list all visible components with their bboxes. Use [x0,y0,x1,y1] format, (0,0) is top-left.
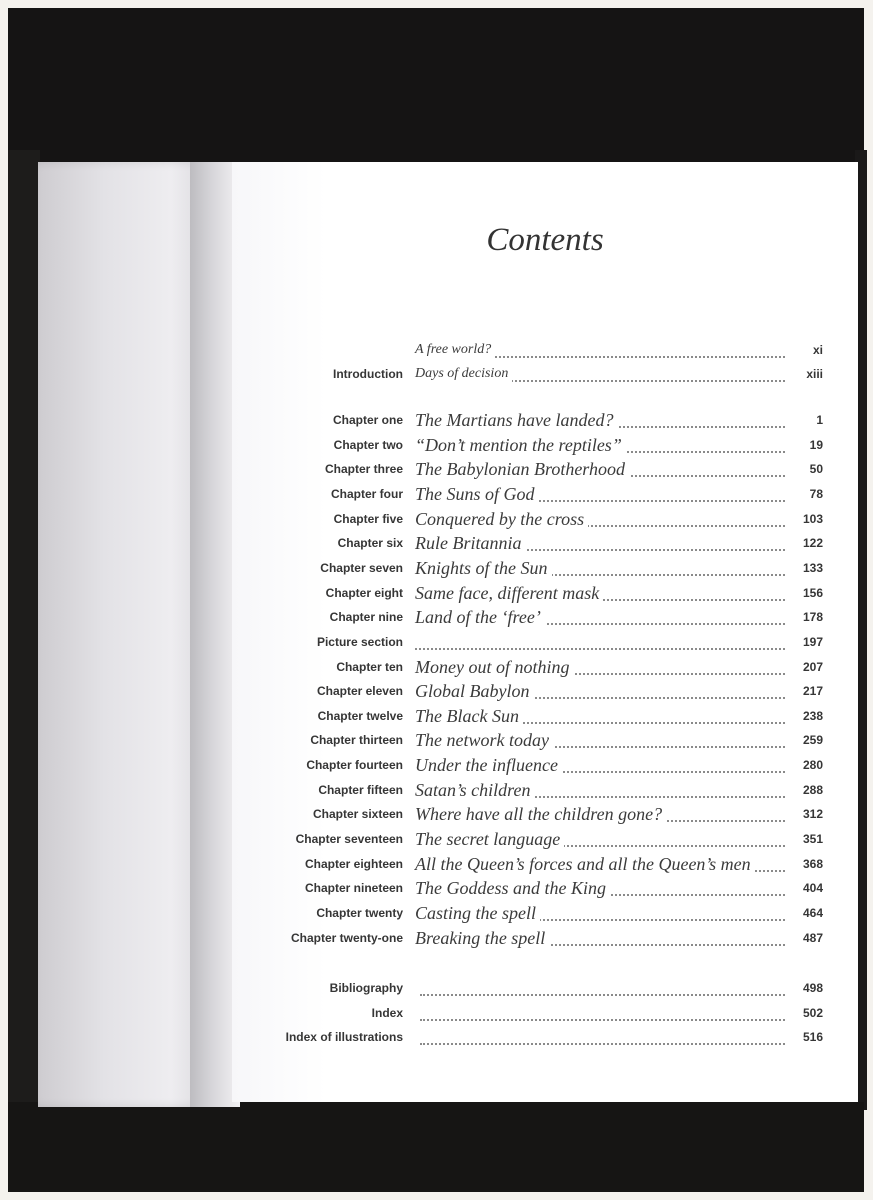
toc-entry-page: 516 [802,1030,823,1044]
toc-entry-title: Conquered by the cross [415,509,588,530]
toc-entry-page: 217 [802,684,823,699]
toc-entry-label: Chapter two [333,437,403,452]
toc-entry-title: Knights of the Sun [415,558,552,579]
toc-entry-page: 238 [802,708,823,723]
toc-entry-page: xi [812,343,823,357]
toc-entry [0,509,873,531]
toc-entry-label: Chapter seven [320,560,403,575]
toc-entry-label: Chapter eight [325,585,403,600]
toc-entry-page: 197 [802,634,823,649]
toc-entry-page: 404 [802,881,823,896]
toc-entry-label: Chapter nine [329,610,403,625]
toc-entry-page: 368 [802,856,823,871]
toc-entry [0,657,873,679]
toc-entry-title: Land of the ‘free’ [415,607,545,628]
toc-entry-label: Chapter sixteen [312,807,403,822]
toc-entry-title: The Martians have landed? [415,410,617,431]
toc-entry-page: 502 [802,1005,823,1020]
toc-entry [0,978,873,1000]
toc-entry-label: Bibliography [329,981,403,995]
toc-entry-page: 259 [802,733,823,748]
toc-entry-title: Casting the spell [415,903,540,924]
toc-entry-label: Chapter one [332,413,403,427]
toc-entry-label: Chapter twenty-one [290,930,403,945]
toc-entry-page: 1 [816,413,823,427]
background-dark-bottom [8,1102,864,1192]
toc-entry [0,533,873,555]
toc-entry [0,755,873,777]
toc-entry-label: Index of illustrations [285,1030,403,1044]
toc-entry-label: Index [371,1005,403,1020]
toc-entry [0,340,873,362]
toc-entry-label: Chapter seventeen [295,832,403,847]
toc-entry-page: 78 [809,486,823,501]
toc-entry-page: 351 [802,832,823,847]
toc-entry [0,1027,873,1049]
toc-entry-label: Chapter twenty [316,906,403,920]
toc-entry-title: “Don’t mention the reptiles” [415,435,626,456]
toc-entry [0,459,873,481]
toc-entry-page: 280 [802,758,823,773]
toc-entry [0,435,873,457]
toc-entry-title: The network today [415,730,553,751]
dot-leader [415,636,785,650]
toc-entry [0,607,873,629]
toc-entry-title: The secret language [415,829,564,850]
toc-entry-label: Chapter eleven [316,684,403,699]
toc-entry-label: Picture section [316,634,403,649]
toc-entry-label: Chapter five [333,511,403,526]
toc-entry [0,410,873,432]
toc-entry [0,364,873,386]
toc-entry-label: Chapter three [324,462,403,477]
toc-entry-title: The Goddess and the King [415,878,610,899]
toc-entry [0,558,873,580]
toc-entry-title: The Suns of God [415,484,539,505]
toc-entry [0,583,873,605]
toc-entry-page: 103 [802,511,823,526]
toc-entry-title: Breaking the spell [415,928,549,949]
toc-entry-title: Days of decision [415,366,512,382]
toc-entry [0,878,873,900]
toc-entry-title: The Black Sun [415,706,523,727]
toc-entry-page: 498 [802,981,823,995]
toc-entry-label: Chapter thirteen [310,733,403,748]
toc-entry [0,928,873,950]
toc-entry-page: 156 [802,585,823,600]
toc-entry-label: Introduction [333,367,403,381]
toc-entry-page: 464 [802,906,823,920]
toc-entry-title: The Babylonian Brotherhood [415,459,629,480]
dot-leader [420,1031,785,1045]
toc-entry-page: 50 [809,462,823,477]
toc-entry-label: Chapter nineteen [304,881,403,896]
toc-entry-page: 207 [802,659,823,674]
toc-entry [0,829,873,851]
toc-entry-label: Chapter eighteen [304,856,403,871]
toc-entry-title: Same face, different mask [415,583,603,604]
toc-entry-page: 19 [809,437,823,452]
toc-entry-page: 122 [802,536,823,551]
toc-entry-label: Chapter fifteen [318,782,403,797]
toc-entry-page: 133 [802,560,823,575]
toc-entry [0,903,873,925]
toc-entry [0,681,873,703]
contents-heading: Contents [486,222,604,258]
dot-leader [420,982,785,996]
toc-entry [0,706,873,728]
toc-entry-page: 178 [802,610,823,625]
toc-entry-title: All the Queen’s forces and all the Queen’s men [415,854,755,875]
toc-entry [0,632,873,654]
toc-entry-title: A free world? [415,342,495,358]
toc-entry-label: Chapter fourteen [306,758,403,773]
toc-entry-title: Global Babylon [415,681,534,702]
toc-entry-title: Money out of nothing [415,657,573,678]
toc-entry [0,804,873,826]
toc-entry [0,484,873,506]
toc-entry-label: Chapter twelve [317,708,403,723]
toc-entry-page: 487 [802,930,823,945]
toc-entry [0,854,873,876]
toc-entry [0,730,873,752]
toc-entry-page: 288 [802,782,823,797]
dot-leader [420,1007,785,1021]
toc-entry-label: Chapter four [331,486,403,501]
toc-entry [0,780,873,802]
toc-entry-title: Satan’s children [415,780,535,801]
toc-entry-page: xiii [806,367,823,381]
toc-entry-title: Where have all the children gone? [415,804,666,825]
toc-entry-title: Rule Britannia [415,533,526,554]
background-dark-left [8,150,40,1110]
toc-entry-title: Under the influence [415,755,562,776]
toc-entry [0,1003,873,1025]
background-dark-top [8,8,864,164]
toc-entry-label: Chapter ten [336,659,403,674]
toc-entry-page: 312 [802,807,823,822]
toc-entry-label: Chapter six [337,536,403,551]
